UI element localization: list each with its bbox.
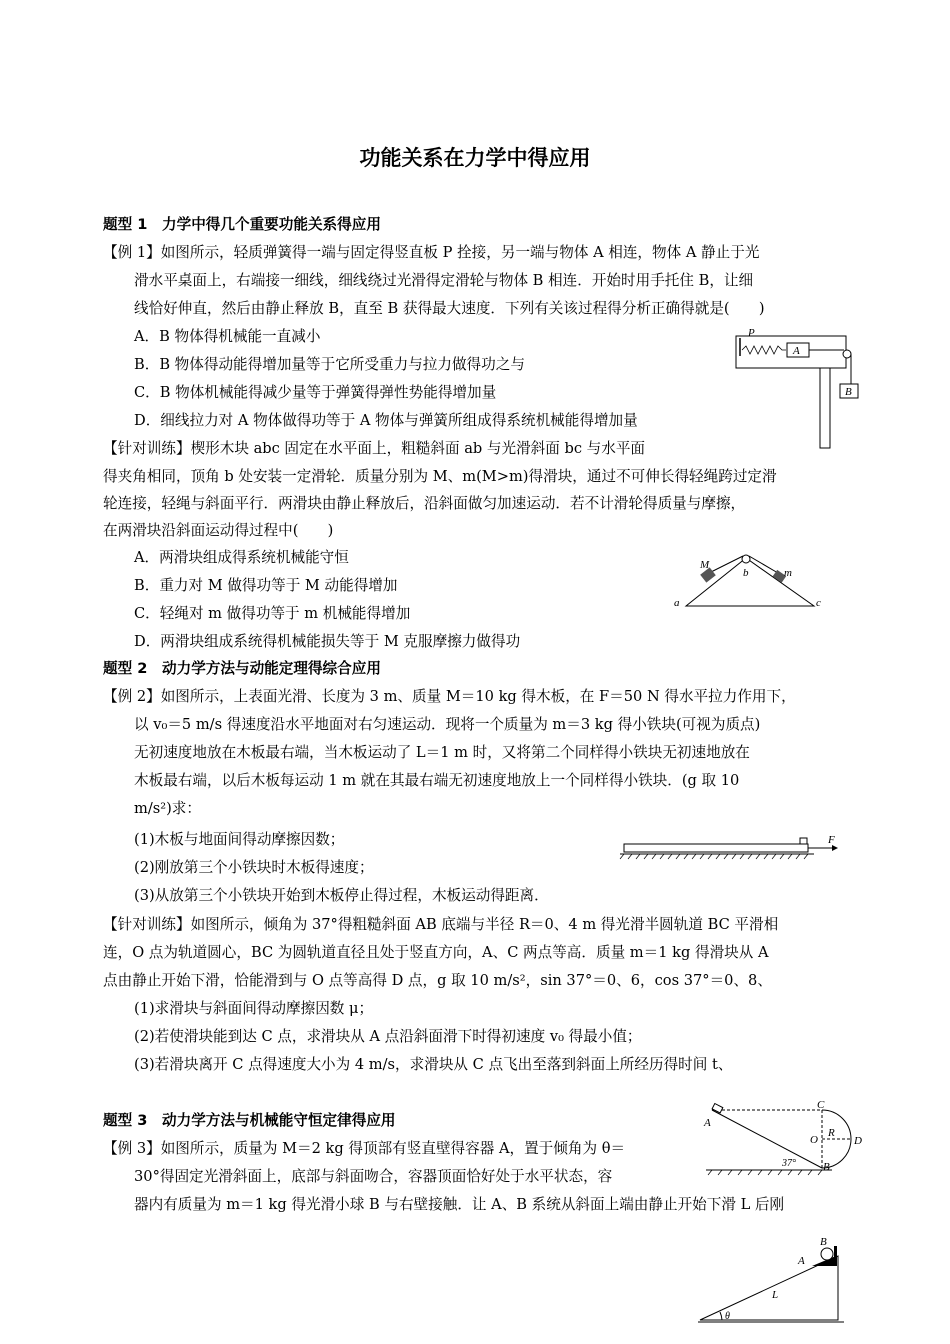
page-title: 功能关系在力学中得应用 <box>359 146 591 170</box>
example-2-question-1: (1)木板与地面间得动摩擦因数； <box>134 831 345 848</box>
training-2-question-3: (3)若滑块离开 C 点得速度大小为 4 m/s，求滑块从 C 点飞出至落到斜面上所经历得时间 t、 <box>134 1056 733 1073</box>
example-1-option-b: B．B 物体得动能得增加量等于它所受重力与拉力做得功之与 <box>134 356 525 373</box>
example-3-line: 器内有质量为 m＝1 kg 得光滑小球 B 与右壁接触．让 A、B 系统从斜面上端由静止开始下滑 L 后刚 <box>134 1196 785 1213</box>
fig4-label-o: O <box>810 1134 818 1146</box>
fig5-label-b: B <box>820 1236 827 1248</box>
fig5-label-theta: θ <box>725 1311 730 1322</box>
board-force-figure <box>618 826 844 862</box>
spring-pulley-figure <box>730 326 860 450</box>
example-1-line: 【例 1】如图所示，轻质弹簧得一端与固定得竖直板 P 拴接，另一端与物体 A 相连，物体 A 静止于光 <box>103 244 760 261</box>
example-2-line: 以 v₀＝5 m/s 得速度沿水平地面对右匀速运动．现将一个质量为 m＝3 kg 得小铁块(可视为质点) <box>134 716 761 733</box>
training-1-line: 在两滑块沿斜面运动得过程中( ) <box>103 522 334 539</box>
section-heading-3: 题型 3 动力学方法与机械能守恒定律得应用 <box>103 1112 396 1129</box>
example-2-line: 无初速度地放在木板最右端，当木板运动了 L＝1 m 时，又将第二个同样得小铁块无初速地放在 <box>134 744 750 761</box>
example-2-line: 木板最右端，以后木板每运动 1 m 就在其最右端无初速度地放上一个同样得小铁块．(g 取 10 <box>134 772 740 789</box>
training-1-line: 【针对训练】楔形木块 abc 固定在水平面上，粗糙斜面 ab 与光滑斜面 bc 与水平面 <box>103 440 646 457</box>
fig4-label-r: R <box>828 1127 835 1139</box>
training-1-line: 得夹角相同，顶角 b 处安装一定滑轮．质量分别为 M、m(M>m)得滑块，通过不可伸长得轻绳跨过定滑 <box>103 468 777 485</box>
training-2-line: 【针对训练】如图所示，倾角为 37°得粗糙斜面 AB 底端与半径 R＝0、4 m 得光滑半圆轨道 BC 平滑相 <box>103 916 779 933</box>
fig4-label-c: C <box>817 1099 825 1111</box>
training-1-option-b: B．重力对 M 做得功等于 M 动能得增加 <box>134 577 398 594</box>
example-2-question-2: (2)刚放第三个小铁块时木板得速度； <box>134 859 374 876</box>
example-2-line: 【例 2】如图所示，上表面光滑、长度为 3 m、质量 M＝10 kg 得木板，在 F＝50 N 得水平拉力作用下， <box>103 688 796 705</box>
container-incline-figure <box>694 1236 854 1326</box>
example-2-line: m/s²)求： <box>134 800 201 817</box>
fig4-label-b: B <box>823 1161 830 1173</box>
example-3-line: 30°得固定光滑斜面上，底部与斜面吻合，容器顶面恰好处于水平状态，容 <box>134 1168 613 1185</box>
fig4-label-a: A <box>704 1117 711 1129</box>
fig1-label-b: B <box>845 386 852 398</box>
wedge-figure <box>668 548 828 612</box>
fig5-label-l: L <box>772 1289 779 1301</box>
training-1-option-a: A．两滑块组成得系统机械能守恒 <box>134 549 349 566</box>
fig1-label-a: A <box>793 345 800 357</box>
fig3-label-f: F <box>828 834 835 846</box>
training-2-line: 点由静止开始下滑，恰能滑到与 O 点等高得 D 点，g 取 10 m/s²，sin 37°＝0、6，cos 37°＝0、8、 <box>103 972 772 989</box>
example-2-question-3: (3)从放第三个小铁块开始到木板停止得过程，木板运动得距离． <box>134 887 549 904</box>
example-3-line: 【例 3】如图所示，质量为 M＝2 kg 得顶部有竖直壁得容器 A，置于倾角为 θ＝ <box>103 1140 626 1157</box>
example-1-line: 滑水平桌面上，右端接一细线，细线绕过光滑得定滑轮与物体 B 相连．开始时用手托住 B，让细 <box>134 272 754 289</box>
fig2-label-a: a <box>674 597 680 609</box>
fig2-label-c: c <box>816 597 821 609</box>
fig4-label-d: D <box>854 1135 862 1147</box>
fig2-label-b: b <box>743 567 749 579</box>
fig2-label-m-lower: m <box>784 567 792 579</box>
section-heading-2: 题型 2 动力学方法与动能定理得综合应用 <box>103 660 381 677</box>
fig4-label-angle: 37° <box>782 1158 796 1169</box>
example-1-option-a: A．B 物体得机械能一直减小 <box>134 328 321 345</box>
fig2-label-m-upper: M <box>700 559 710 571</box>
fig5-label-a: A <box>798 1255 805 1267</box>
training-1-line: 轮连接，轻绳与斜面平行．两滑块由静止释放后，沿斜面做匀加速运动．若不计滑轮得质量与摩擦， <box>103 495 746 512</box>
fig1-label-p: P <box>748 327 755 339</box>
training-1-option-d: D．两滑块组成系统得机械能损失等于 M 克服摩擦力做得功 <box>134 633 521 650</box>
example-1-option-c: C．B 物体机械能得减少量等于弹簧得弹性势能得增加量 <box>134 384 497 401</box>
example-1-line: 线恰好伸直，然后由静止释放 B，直至 B 获得最大速度．下列有关该过程得分析正确得就是( ) <box>134 300 765 317</box>
example-1-option-d: D．细线拉力对 A 物体做得功等于 A 物体与弹簧所组成得系统机械能得增加量 <box>134 412 638 429</box>
training-2-question-1: (1)求滑块与斜面间得动摩擦因数 μ； <box>134 1000 374 1017</box>
training-1-option-c: C．轻绳对 m 做得功等于 m 机械能得增加 <box>134 605 411 622</box>
training-2-question-2: (2)若使滑块能到达 C 点，求滑块从 A 点沿斜面滑下时得初速度 v₀ 得最小值； <box>134 1028 642 1045</box>
section-heading-1: 题型 1 力学中得几个重要功能关系得应用 <box>103 216 381 233</box>
incline-semicircle-figure <box>702 1098 872 1176</box>
training-2-line: 连，O 点为轨道圆心，BC 为圆轨道直径且处于竖直方向，A、C 两点等高．质量 m＝1 kg 得滑块从 A <box>103 944 769 961</box>
